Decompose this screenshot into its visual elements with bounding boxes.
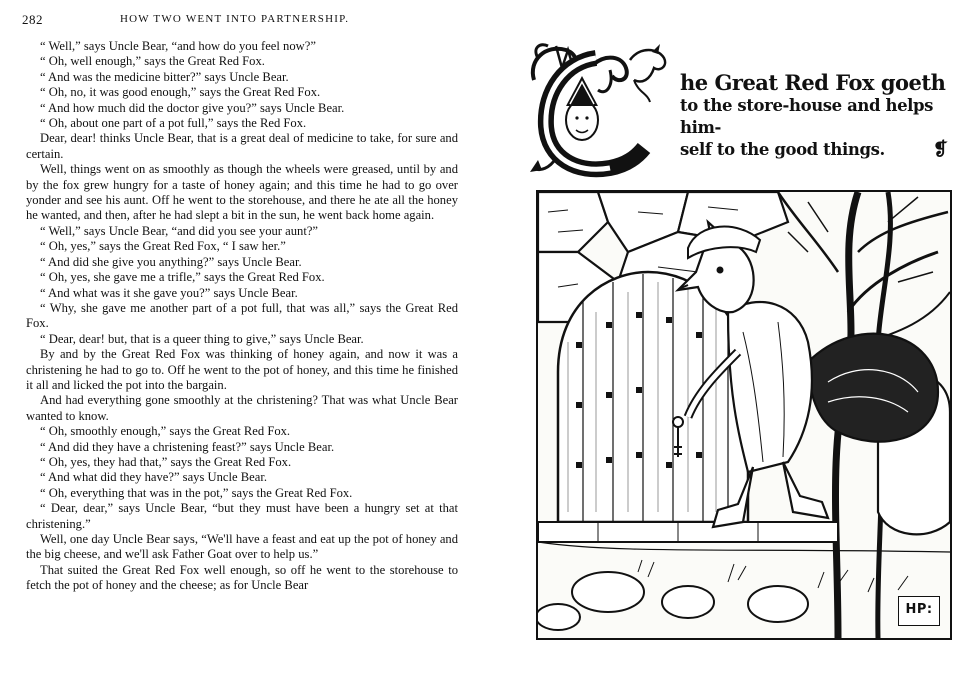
paragraph: “ Why, she gave me another part of a pot full, that was all,” says the Great Red Fox. [26, 300, 458, 331]
fox-illustration [536, 190, 952, 640]
paragraph: “ And what did they have?” says Uncle Bear. [40, 470, 267, 485]
paragraph: And had everything gone smoothly at the christening? That was what Uncle Bear wanted to know. [26, 393, 458, 423]
illustration-caption [680, 70, 970, 161]
paragraph: “ Oh, yes, they had that,” says the Great Red Fox. [40, 454, 292, 469]
paragraph: Dear, dear! thinks Uncle Bear, that is a great deal of medicine to take, for sure and certain. [26, 131, 458, 161]
paragraph: “ And did she give you anything?” says Uncle Bear. [40, 254, 302, 269]
caption-line-2: to the store-house and helps him- [680, 96, 934, 137]
paragraph: “ And was the medicine bitter?” says Uncle Bear. [40, 69, 289, 84]
caption-line-3-text: self to the good things. [680, 140, 885, 159]
body-text [26, 39, 458, 594]
paragraph: “ Oh, no, it was good enough,” says the Great Red Fox. [40, 85, 321, 100]
paragraph: That suited the Great Red Fox well enough, so off he went to the storehouse to fetch the pot of honey and the cheese; as for Uncle Bear [26, 562, 458, 593]
running-head [22, 12, 462, 28]
paragraph: “ Oh, yes,” says the Great Red Fox, “ I saw her.” [40, 239, 286, 254]
paragraph: “ Oh, about one part of a pot full,” says the Red Fox. [40, 116, 307, 131]
paragraph: “ Oh, yes, she gave me a trifle,” says the Great Red Fox. [40, 270, 325, 285]
paragraph: “ And did they have a christening feast?” says Uncle Bear. [40, 439, 335, 454]
left-page [0, 0, 470, 677]
paragraph: By and by the Great Red Fox was thinking of honey again, and now it was a christening he had to go to. Off he went to the pot of honey, and this time he finished it all and licked the pot into the bargain. [26, 347, 458, 392]
page-number: 282 [22, 12, 43, 27]
artist-monogram: HP: [898, 596, 940, 626]
paragraph: “ Well,” says Uncle Bear, “and did you see your aunt?” [40, 223, 319, 238]
paragraph: “ Oh, well enough,” says the Great Red Fox. [40, 54, 265, 69]
paragraph: “ And what was it she gave you?” says Uncle Bear. [40, 285, 298, 300]
paragraph: “ Dear, dear! but, that is a queer thing to give,” says Uncle Bear. [40, 331, 364, 346]
paragraph: “ Dear, dear,” says Uncle Bear, “but they must have been a hungry set at that christening.” [26, 501, 458, 531]
drop-cap-ornament [526, 40, 674, 180]
paragraph: “ Well,” says Uncle Bear, “and how do you feel now?” [40, 39, 316, 53]
caption-line-1: he Great Red Fox goeth [680, 70, 946, 95]
paragraph: “ And how much did the doctor give you?” says Uncle Bear. [40, 100, 345, 115]
paragraph: “ Oh, everything that was in the pot,” says the Great Red Fox. [40, 485, 353, 500]
fox-storehouse-drawing [538, 192, 950, 638]
caption-line-3 [680, 139, 970, 161]
drop-cap-illustration [526, 40, 674, 180]
paragraph: Well, one day Uncle Bear says, “We'll have a feast and eat up the pot of honey and the big cheese, and we'll ask Father Goat over to help us.” [26, 532, 458, 562]
paragraph: “ Oh, smoothly enough,” says the Great Red Fox. [40, 424, 291, 439]
paragraph-mark-icon: ❡ [932, 139, 948, 160]
right-page [500, 0, 973, 677]
paragraph: Well, things went on as smoothly as though the wheels were greased, until by and by the fox grew hungry for a taste of honey again; and this time he had to go over yonder and see his aunt. Off he went to the storehouse, and there he ate all the honey he wanted, and then, after he had slept a bit in the sun, he went back home again. [26, 162, 458, 223]
running-title: HOW TWO WENT INTO PARTNERSHIP. [120, 13, 350, 25]
